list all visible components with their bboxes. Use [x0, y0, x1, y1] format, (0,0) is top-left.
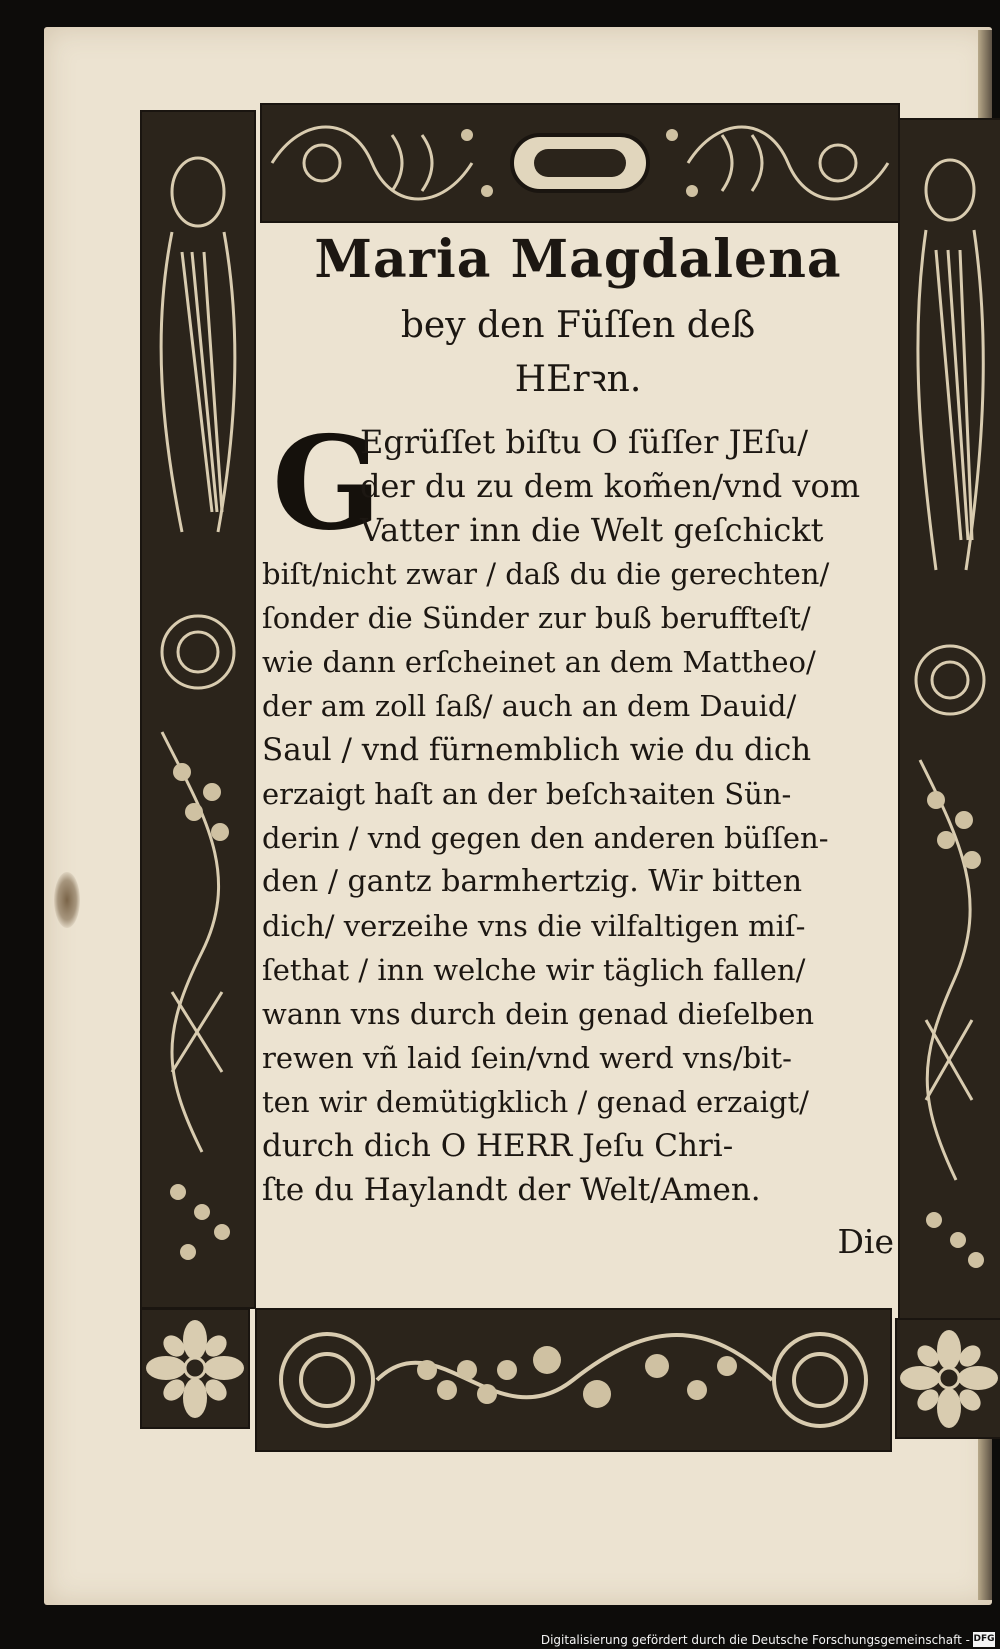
- text-line: erzaigt haſt an der beſchꝛaiten Sün-: [262, 777, 792, 811]
- digitization-credit: Digitalisierung gefördert durch die Deutsche Forschungsgemeinschaft -: [540, 1633, 970, 1647]
- text-line: der du zu dem kom̃en/vnd vom: [360, 467, 861, 505]
- text-line: durch dich O HERR Jeſu Chri-: [262, 1128, 734, 1164]
- woodcut-corner-flower-left: [140, 1308, 250, 1429]
- text-line: ſethat / inn welche wir täglich fallen/: [262, 953, 806, 987]
- text-line: wie dann erſcheinet an dem Mattheo/: [262, 645, 816, 679]
- text-line: ten wir demütigklich / genad erzaigt/: [262, 1085, 809, 1119]
- text-line: Vatter inn die Welt geſchickt: [360, 511, 824, 549]
- text-line: ſte du Haylandt der Welt/Amen.: [262, 1172, 761, 1208]
- text-line: derin / vnd gegen den anderen büſſen-: [262, 821, 829, 855]
- text-line: dich/ verzeihe vns die vilfaltigen miſ-: [262, 909, 806, 943]
- woodcut-left-border: [140, 110, 256, 1309]
- woodcut-bottom-border: [255, 1308, 892, 1452]
- text-line: biſt/nicht zwar / daß du die gerechten/: [262, 557, 830, 591]
- text-line: den / gantz barmhertzig. Wir bitten: [262, 864, 803, 899]
- drop-cap-initial: G: [272, 409, 382, 559]
- text-line: der am zoll ſaß/ auch an dem Dauid/: [262, 689, 797, 723]
- woodcut-corner-flower-right: [895, 1318, 1000, 1439]
- text-line: ſonder die Sünder zur buß beruffteſt/: [262, 601, 811, 635]
- text-line: wann vns durch dein genad dieſelben: [262, 997, 815, 1031]
- paper-stain: [54, 872, 80, 928]
- woodcut-right-border: [898, 118, 1000, 1322]
- page-title: Maria Magdalena: [314, 229, 842, 290]
- text-line: rewen vñ laid ſein/vnd werd vns/bit-: [262, 1041, 792, 1075]
- text-line: Egrüſſet biſtu O ſüſſer JEſu/: [360, 423, 808, 461]
- catchword: Die: [837, 1222, 894, 1261]
- subtitle-line-2: HErꝛn.: [514, 359, 642, 400]
- text-line: Saul / vnd fürnemblich wie du dich: [262, 732, 812, 768]
- dfg-logo-badge: DFG: [973, 1632, 995, 1647]
- subtitle-line-1: bey den Füſſen deß: [400, 305, 756, 346]
- woodcut-top-border: [260, 103, 900, 223]
